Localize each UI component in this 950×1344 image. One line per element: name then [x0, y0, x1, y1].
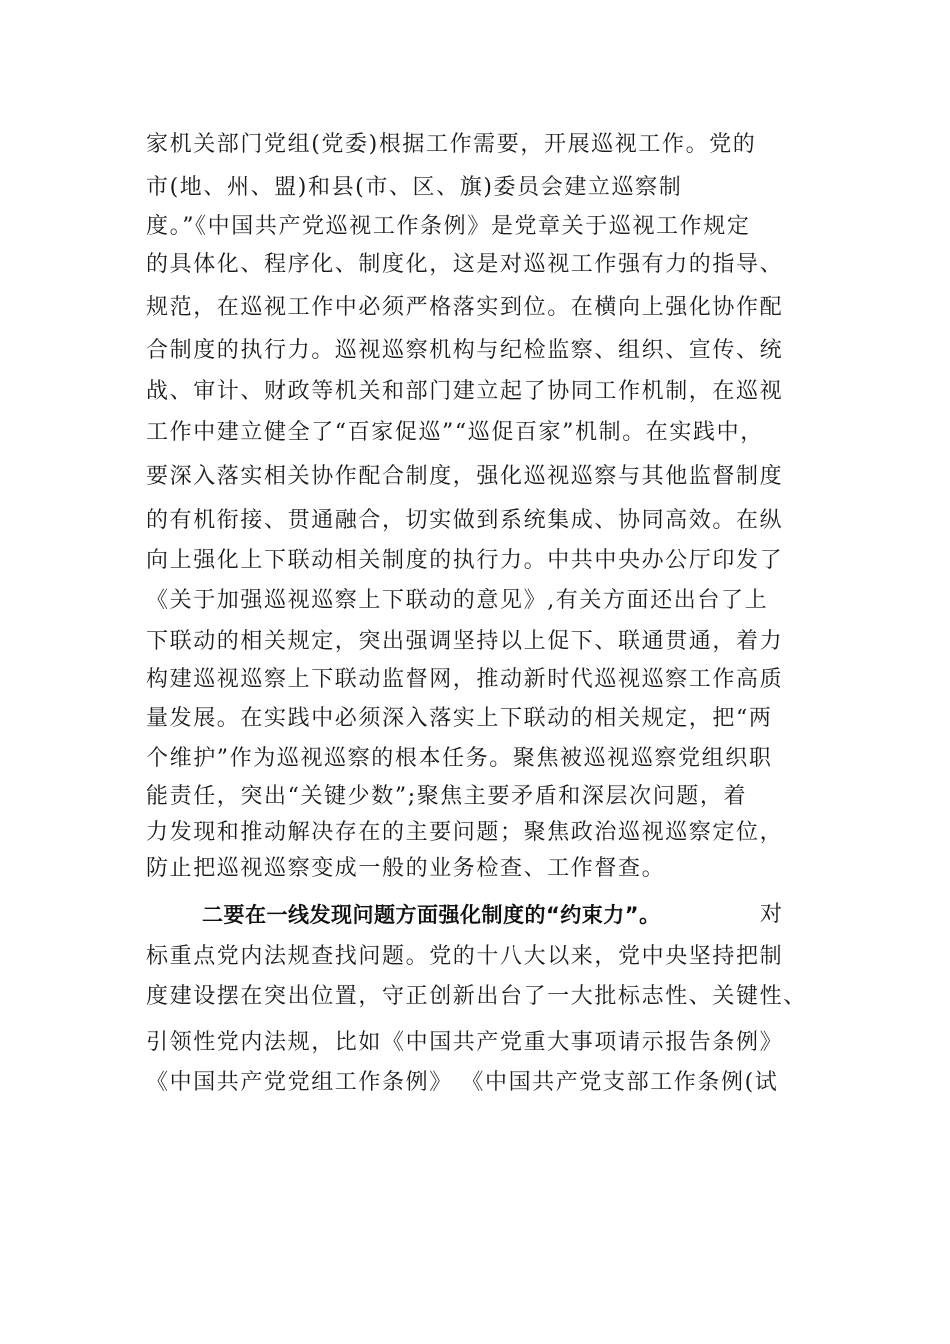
body-text-line: 要深入落实相关协作配合制度，强化巡视巡察与其他监督制度	[146, 464, 784, 489]
body-text-line: 个维护”作为巡视巡察的根本任务。聚焦被巡视巡察党组织职	[146, 746, 773, 771]
body-text-line: 度。”《中国共产党巡视工作条例》是党章关于巡视工作规定	[146, 214, 751, 239]
section-heading: 二要在一线发现问题方面强化制度的“约束力”。	[202, 903, 661, 927]
body-text-line: 工作中建立健全了“百家促巡”“巡促百家”机制。在实践中，	[146, 420, 764, 445]
body-text-line: 度建设摆在突出位置，守正创新出台了一大批标志性、关键性、	[146, 984, 807, 1009]
body-text-line: 对	[760, 902, 784, 927]
body-text-line: 构建巡视巡察上下联动监督网，推动新时代巡视巡察工作高质	[146, 667, 784, 692]
body-text-line: 《中国共产党党组工作条例》 《中国共产党支部工作条例(试	[146, 1070, 779, 1095]
body-text-line: 能责任，突出“关键少数”;聚焦主要矛盾和深层次问题，着	[146, 784, 748, 809]
body-text-line: 防止把巡视巡察变成一般的业务检查、工作督查。	[146, 856, 666, 881]
body-text-line: 的具体化、程序化、制度化，这是对巡视工作强有力的指导、	[146, 252, 784, 277]
body-text-line: 规范，在巡视工作中必须严格落实到位。在横向上强化协作配	[146, 295, 784, 320]
body-text-line: 向上强化上下联动相关制度的执行力。中共中央办公厅印发了	[146, 548, 784, 573]
body-text-line: 的有机衔接、贯通融合，切实做到系统集成、协同高效。在纵	[146, 508, 784, 533]
body-text-line: 战、审计、财政等机关和部门建立起了协同工作机制，在巡视	[146, 379, 784, 404]
body-text-line: 下联动的相关规定，突出强调坚持以上促下、联通贯通，着力	[146, 629, 784, 654]
body-text-line: 量发展。在实践中必须深入落实上下联动的相关规定，把“两	[146, 706, 773, 731]
body-text-line: 引领性党内法规，比如《中国共产党重大事项请示报告条例》	[146, 1030, 784, 1055]
body-text-line: 市(地、州、盟)和县(市、区、旗)委员会建立巡察制	[146, 175, 683, 200]
body-text-line: 《关于加强巡视巡察上下联动的意见》,有关方面还出台了上	[146, 588, 769, 613]
body-text-line: 合制度的执行力。巡视巡察机构与纪检监察、组织、宣传、统	[146, 338, 784, 363]
body-text-line: 力发现和推动解决存在的主要问题；聚焦政治巡视巡察定位，	[146, 820, 784, 845]
body-text-line: 标重点党内法规查找问题。党的十八大以来，党中央坚持把制	[146, 944, 784, 969]
body-text-line: 家机关部门党组(党委)根据工作需要，开展巡视工作。党的	[146, 132, 757, 157]
